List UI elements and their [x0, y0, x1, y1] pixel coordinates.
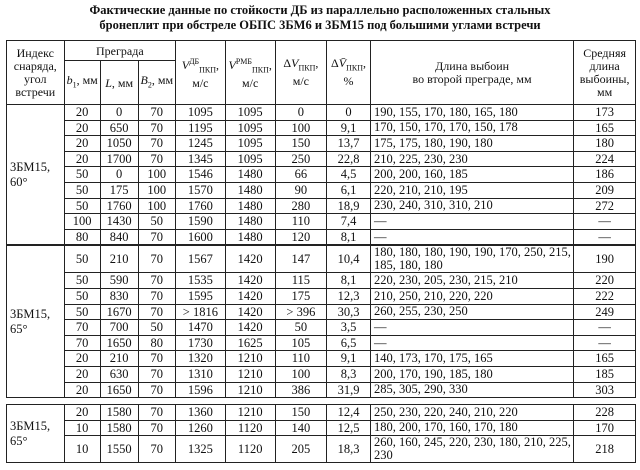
- cell-vrmb: 1095: [225, 136, 275, 152]
- cell-L: 1580: [100, 405, 138, 421]
- cell-dv: 150: [275, 405, 326, 421]
- table-row: [7, 136, 636, 152]
- cell-dv: 205: [275, 436, 326, 463]
- table-row: [7, 351, 636, 367]
- cell-L: 650: [100, 120, 138, 136]
- cell-dvp: 9,1: [327, 120, 371, 136]
- group-label: [7, 245, 65, 397]
- cell-vrmb: 1480: [225, 229, 275, 245]
- cell-dv: 150: [275, 136, 326, 152]
- cell-avg: 224: [574, 151, 636, 167]
- cell-lengths: 220, 210, 210, 195: [370, 182, 573, 198]
- cell-L: 210: [100, 245, 138, 273]
- group-separator: [7, 398, 636, 405]
- cell-dvp: 8,1: [327, 273, 371, 289]
- cell-dvp: 31,9: [327, 382, 371, 398]
- cell-dv: > 396: [275, 304, 326, 320]
- cell-vrmb: 1480: [225, 182, 275, 198]
- cell-avg: —: [574, 214, 636, 230]
- header-dv: $\Delta V_{ПКП}$, м/с: [275, 41, 326, 105]
- cell-avg: 180: [574, 136, 636, 152]
- cell-lengths: —: [370, 335, 573, 351]
- cell-vdb: 1360: [176, 405, 226, 421]
- cell-L: 700: [100, 320, 138, 336]
- cell-b2: 70: [138, 105, 176, 121]
- cell-vrmb: 1120: [225, 420, 275, 436]
- cell-L: 1650: [100, 335, 138, 351]
- cell-dv: 280: [275, 198, 326, 214]
- table-title: [0, 0, 640, 37]
- cell-avg: 303: [574, 382, 636, 398]
- cell-L: 590: [100, 273, 138, 289]
- cell-b2: 70: [138, 136, 176, 152]
- cell-dvp: 22,8: [327, 151, 371, 167]
- cell-dv: 66: [275, 167, 326, 183]
- cell-dv: 100: [275, 366, 326, 382]
- cell-b2: 80: [138, 335, 176, 351]
- cell-vdb: 1245: [176, 136, 226, 152]
- header-index: Индекс снаряда, угол встречи: [7, 41, 65, 105]
- cell-vrmb: 1420: [225, 304, 275, 320]
- cell-b2: 100: [138, 182, 176, 198]
- cell-b2: 70: [138, 405, 176, 421]
- cell-avg: 165: [574, 351, 636, 367]
- cell-vrmb: 1420: [225, 288, 275, 304]
- cell-lengths: 230, 240, 310, 310, 210: [370, 198, 573, 214]
- header-obstacle: Преграда: [64, 41, 176, 61]
- cell-b1: 70: [64, 320, 100, 336]
- group-label-line-1: 3БМ15,: [10, 160, 51, 175]
- cell-dvp: 9,1: [327, 351, 371, 367]
- cell-avg: 228: [574, 405, 636, 421]
- cell-vrmb: 1420: [225, 320, 275, 336]
- cell-L: 1760: [100, 198, 138, 214]
- table-row: [7, 245, 636, 273]
- cell-vrmb: 1095: [225, 120, 275, 136]
- cell-lengths: 260, 255, 230, 250: [370, 304, 573, 320]
- cell-b2: 70: [138, 436, 176, 463]
- cell-avg: 218: [574, 436, 636, 463]
- cell-vrmb: 1480: [225, 167, 275, 183]
- cell-avg: 209: [574, 182, 636, 198]
- cell-b1: 10: [64, 436, 100, 463]
- cell-lengths: 200, 170, 190, 185, 180: [370, 366, 573, 382]
- group-label-line-2: 65°: [10, 321, 28, 336]
- cell-lengths: 210, 250, 210, 220, 220: [370, 288, 573, 304]
- cell-lengths: 210, 225, 230, 230: [370, 151, 573, 167]
- cell-b1: 50: [64, 182, 100, 198]
- cell-b1: 70: [64, 335, 100, 351]
- cell-vrmb: 1420: [225, 273, 275, 289]
- header-dvp: $\Delta V̄_{ПКП}$, %: [327, 41, 371, 105]
- cell-dvp: 6,1: [327, 182, 371, 198]
- cell-dv: 386: [275, 382, 326, 398]
- cell-dvp: 10,4: [327, 245, 371, 273]
- cell-b1: 50: [64, 245, 100, 273]
- cell-lengths: —: [370, 320, 573, 336]
- cell-L: 1700: [100, 151, 138, 167]
- cell-vdb: 1730: [176, 335, 226, 351]
- cell-vrmb: 1480: [225, 214, 275, 230]
- table-row: [7, 214, 636, 230]
- table-row: [7, 167, 636, 183]
- cell-vdb: 1535: [176, 273, 226, 289]
- cell-L: 0: [100, 105, 138, 121]
- cell-lengths: 200, 200, 160, 185: [370, 167, 573, 183]
- cell-L: 1550: [100, 436, 138, 463]
- header-b1: $b_1$, мм: [64, 61, 100, 105]
- table-row: [7, 182, 636, 198]
- cell-vdb: 1260: [176, 420, 226, 436]
- cell-avg: 222: [574, 288, 636, 304]
- cell-dvp: 18,9: [327, 198, 371, 214]
- cell-dvp: 0: [327, 105, 371, 121]
- cell-lengths: 285, 305, 290, 330: [370, 382, 573, 398]
- cell-lengths: 250, 230, 220, 240, 210, 220: [370, 405, 573, 421]
- table-row: [7, 420, 636, 436]
- cell-b2: 100: [138, 198, 176, 214]
- cell-vdb: 1596: [176, 382, 226, 398]
- table-row: [7, 229, 636, 245]
- cell-avg: —: [574, 320, 636, 336]
- table-row: [7, 105, 636, 121]
- cell-dv: 50: [275, 320, 326, 336]
- header-vrmb: $V^{РМБ}_{ПКП}$, м/с: [225, 41, 275, 105]
- cell-b1: 50: [64, 198, 100, 214]
- cell-lengths: 180, 200, 170, 160, 170, 180: [370, 420, 573, 436]
- cell-b2: 70: [138, 288, 176, 304]
- cell-dvp: 12,4: [327, 405, 371, 421]
- cell-b2: 50: [138, 320, 176, 336]
- table-row: [7, 382, 636, 398]
- cell-avg: 185: [574, 366, 636, 382]
- cell-L: 830: [100, 288, 138, 304]
- cell-dv: 140: [275, 420, 326, 436]
- cell-L: 1580: [100, 420, 138, 436]
- cell-dv: 100: [275, 120, 326, 136]
- cell-b1: 20: [64, 136, 100, 152]
- cell-vrmb: 1210: [225, 366, 275, 382]
- cell-dv: 115: [275, 273, 326, 289]
- cell-dv: 90: [275, 182, 326, 198]
- cell-vrmb: 1625: [225, 335, 275, 351]
- cell-vdb: > 1816: [176, 304, 226, 320]
- cell-dv: 110: [275, 214, 326, 230]
- table-row: [7, 304, 636, 320]
- cell-lengths: 260, 160, 245, 220, 230, 180, 210, 225, 230: [370, 436, 573, 463]
- cell-avg: 186: [574, 167, 636, 183]
- group-label: [7, 405, 65, 463]
- cell-dv: 0: [275, 105, 326, 121]
- cell-lengths: 220, 230, 205, 230, 215, 210: [370, 273, 573, 289]
- cell-dvp: 8,3: [327, 366, 371, 382]
- cell-b1: 20: [64, 151, 100, 167]
- header-lengths: Длина выбоин во второй преграде, мм: [370, 41, 573, 105]
- cell-L: 840: [100, 229, 138, 245]
- cell-vrmb: 1095: [225, 105, 275, 121]
- cell-b1: 10: [64, 420, 100, 436]
- cell-L: 1670: [100, 304, 138, 320]
- cell-dvp: 4,5: [327, 167, 371, 183]
- cell-vdb: 1590: [176, 214, 226, 230]
- cell-vdb: 1760: [176, 198, 226, 214]
- cell-b1: 20: [64, 105, 100, 121]
- cell-vdb: 1320: [176, 351, 226, 367]
- header-b2: $B_2$, мм: [138, 61, 176, 105]
- cell-vrmb: 1210: [225, 351, 275, 367]
- cell-vdb: 1345: [176, 151, 226, 167]
- cell-b2: 100: [138, 167, 176, 183]
- cell-dvp: 3,5: [327, 320, 371, 336]
- cell-L: 1650: [100, 382, 138, 398]
- cell-avg: 220: [574, 273, 636, 289]
- header-avg: Средняя длина выбоины, мм: [574, 41, 636, 105]
- table-row: [7, 335, 636, 351]
- cell-b1: 20: [64, 382, 100, 398]
- cell-avg: 272: [574, 198, 636, 214]
- cell-b2: 70: [138, 229, 176, 245]
- cell-b1: 50: [64, 304, 100, 320]
- cell-lengths: 170, 150, 170, 170, 150, 178: [370, 120, 573, 136]
- cell-avg: —: [574, 229, 636, 245]
- cell-vdb: 1325: [176, 436, 226, 463]
- data-table: [6, 40, 636, 463]
- cell-dvp: 30,3: [327, 304, 371, 320]
- cell-vdb: 1546: [176, 167, 226, 183]
- table-row: [7, 320, 636, 336]
- cell-b1: 50: [64, 273, 100, 289]
- cell-avg: 170: [574, 420, 636, 436]
- cell-b1: 20: [64, 405, 100, 421]
- cell-dvp: 18,3: [327, 436, 371, 463]
- title-line-2: бронеплит при обстреле ОБПС 3БМ6 и 3БМ15 под большими углами встречи: [99, 18, 541, 32]
- cell-lengths: 190, 155, 170, 180, 165, 180: [370, 105, 573, 121]
- cell-b2: 70: [138, 304, 176, 320]
- group-label: [7, 105, 65, 246]
- group-label-line-1: 3БМ15,: [10, 307, 51, 322]
- cell-b1: 20: [64, 120, 100, 136]
- cell-dv: 120: [275, 229, 326, 245]
- table-row: [7, 366, 636, 382]
- cell-dvp: 8,1: [327, 229, 371, 245]
- cell-vdb: 1310: [176, 366, 226, 382]
- cell-dv: 175: [275, 288, 326, 304]
- group-label-line-1: 3БМ15,: [10, 419, 51, 434]
- table-row: [7, 120, 636, 136]
- table-row: [7, 288, 636, 304]
- cell-vrmb: 1480: [225, 198, 275, 214]
- table-row: [7, 273, 636, 289]
- cell-avg: 165: [574, 120, 636, 136]
- group-label-line-2: 65°: [10, 433, 28, 448]
- cell-b1: 20: [64, 366, 100, 382]
- cell-vrmb: 1210: [225, 405, 275, 421]
- cell-vdb: 1470: [176, 320, 226, 336]
- cell-b1: 50: [64, 167, 100, 183]
- cell-dv: 250: [275, 151, 326, 167]
- cell-b2: 70: [138, 382, 176, 398]
- cell-avg: 190: [574, 245, 636, 273]
- cell-b1: 50: [64, 288, 100, 304]
- cell-vrmb: 1095: [225, 151, 275, 167]
- cell-vdb: 1600: [176, 229, 226, 245]
- cell-b2: 70: [138, 351, 176, 367]
- cell-b2: 70: [138, 245, 176, 273]
- cell-lengths: 175, 175, 180, 190, 180: [370, 136, 573, 152]
- cell-L: 175: [100, 182, 138, 198]
- header-vdb: $V^{ДБ}_{ПКП}$, м/с: [176, 41, 226, 105]
- cell-L: 1430: [100, 214, 138, 230]
- table-row: [7, 405, 636, 421]
- group-label-line-2: 60°: [10, 174, 28, 189]
- cell-lengths: —: [370, 229, 573, 245]
- table-row: [7, 151, 636, 167]
- cell-dv: 147: [275, 245, 326, 273]
- cell-avg: 249: [574, 304, 636, 320]
- cell-b2: 70: [138, 151, 176, 167]
- cell-vdb: 1595: [176, 288, 226, 304]
- cell-b1: 80: [64, 229, 100, 245]
- cell-b2: 70: [138, 120, 176, 136]
- cell-b2: 70: [138, 366, 176, 382]
- cell-vdb: 1567: [176, 245, 226, 273]
- cell-vrmb: 1210: [225, 382, 275, 398]
- cell-avg: —: [574, 335, 636, 351]
- cell-b2: 50: [138, 214, 176, 230]
- cell-vrmb: 1420: [225, 245, 275, 273]
- table-row: [7, 198, 636, 214]
- cell-dv: 110: [275, 351, 326, 367]
- cell-dvp: 12,3: [327, 288, 371, 304]
- cell-b2: 70: [138, 420, 176, 436]
- cell-L: 210: [100, 351, 138, 367]
- cell-dvp: 7,4: [327, 214, 371, 230]
- cell-b1: 100: [64, 214, 100, 230]
- cell-vdb: 1095: [176, 105, 226, 121]
- cell-L: 1050: [100, 136, 138, 152]
- cell-lengths: 140, 173, 170, 175, 165: [370, 351, 573, 367]
- cell-avg: 173: [574, 105, 636, 121]
- cell-lengths: —: [370, 214, 573, 230]
- cell-L: 0: [100, 167, 138, 183]
- cell-dvp: 6,5: [327, 335, 371, 351]
- header-L: L, мм: [100, 61, 138, 105]
- title-line-1: Фактические данные по стойкости ДБ из параллельно расположенных стальных: [89, 3, 551, 17]
- cell-dv: 105: [275, 335, 326, 351]
- cell-b2: 70: [138, 273, 176, 289]
- cell-dvp: 12,5: [327, 420, 371, 436]
- cell-dvp: 13,7: [327, 136, 371, 152]
- table-row: [7, 436, 636, 463]
- cell-lengths: 180, 180, 180, 190, 190, 170, 250, 215, 185, 180, 180: [370, 245, 573, 273]
- cell-L: 630: [100, 366, 138, 382]
- cell-vrmb: 1120: [225, 436, 275, 463]
- cell-b1: 20: [64, 351, 100, 367]
- cell-vdb: 1570: [176, 182, 226, 198]
- cell-vdb: 1195: [176, 120, 226, 136]
